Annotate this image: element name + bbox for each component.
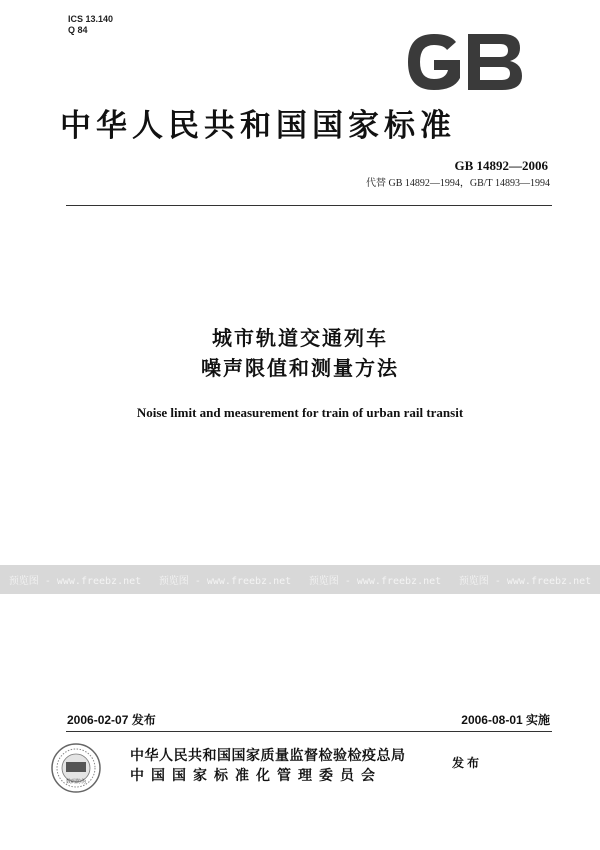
standard-number: GB 14892—2006 bbox=[454, 158, 548, 173]
watermark-text: 预览图 - www.freebz.net bbox=[458, 576, 592, 587]
issue-date: 2006-02-07 发布 bbox=[67, 713, 156, 727]
replaced-standards: 代替 GB 14892—1994，GB/T 14893—1994 bbox=[366, 178, 550, 189]
watermark-text: 预览图 - www.freebz.net bbox=[308, 576, 442, 587]
org-title: 中华人民共和国国家标准 bbox=[60, 108, 456, 144]
issuer-aqsiq: 中华人民共和国国家质量监督检验检疫总局 bbox=[130, 748, 406, 764]
seal-label: 数码防伪 bbox=[65, 779, 87, 785]
implementation-date: 2006-08-01 实施 bbox=[461, 713, 550, 727]
classification-codes bbox=[68, 14, 113, 36]
top-divider bbox=[66, 205, 552, 206]
ics-code: ICS 13.140 bbox=[68, 14, 114, 24]
ccs-code: Q 84 bbox=[68, 25, 88, 35]
anti-counterfeit-seal bbox=[50, 742, 102, 794]
title-en: Noise limit and measurement for train of urban rail transit bbox=[136, 405, 464, 420]
watermark-text: 预览图 - www.freebz.net bbox=[8, 576, 142, 587]
title-cn-line2: 噪声限值和测量方法 bbox=[201, 356, 399, 380]
watermark-band bbox=[0, 565, 600, 594]
publish-label: 发布 bbox=[452, 756, 483, 770]
title-cn-line1: 城市轨道交通列车 bbox=[212, 326, 388, 350]
watermark-text: 预览图 - www.freebz.net bbox=[158, 576, 292, 587]
gb-logo bbox=[398, 30, 528, 94]
bottom-divider bbox=[66, 731, 552, 732]
issuer-sac: 中国国家标准化管理委员会 bbox=[130, 768, 382, 784]
